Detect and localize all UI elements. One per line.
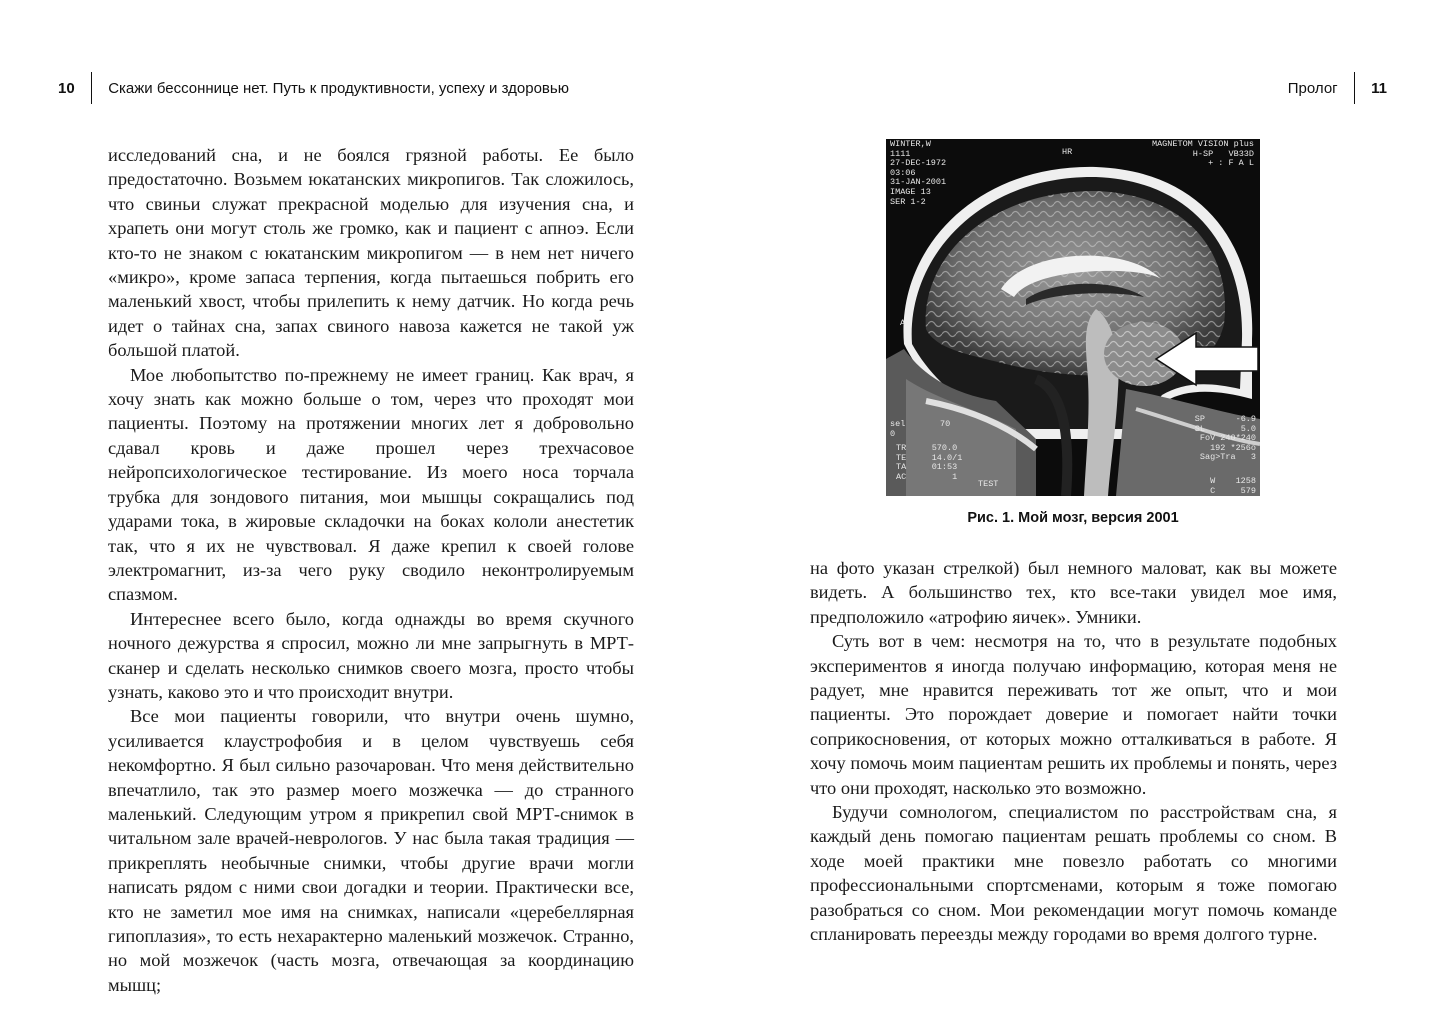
paragraph: Интереснее всего было, когда однажды во время скучного ночного дежурства я спросил, можно ли мне запрыгнуть в МРТ-сканер и сделать несколько снимков своего мозга, просто чтобы узнать, каково это и что происходит внутри. (108, 608, 634, 702)
right-page-number: 11 (1371, 79, 1387, 97)
mri-scan-image (886, 139, 1260, 496)
left-page (0, 0, 722, 1033)
scan-test-label: TEST (978, 479, 999, 489)
paragraph: Будучи сомнологом, специалистом по расстройствам сна, я каждый день помогаю пациентам решать проблемы со сном. В ходе моей практики мне повезло работать со многими профессиональными спортсменами, которым я тоже помогаю разобраться со сном. Мои рекомендации могут помочь команде спланировать переезды между городами во время долгого турне. (810, 802, 1337, 945)
header-divider (1354, 72, 1356, 104)
scan-patient-info: WINTER,W 1111 27-DEC-1972 03:06 31-JAN-2001 IMAGE 13 SER 1-2 (890, 139, 947, 207)
right-body-text (810, 556, 1337, 947)
chapter-title: Пролог (1287, 79, 1338, 97)
scan-sequence-params: TR 570.0 TE 14.0/1 TA 01:53 AC 1 (896, 443, 963, 482)
book-title: Скажи бессоннице нет. Путь к продуктивности, успеху и здоровью (108, 79, 569, 97)
right-page (722, 0, 1445, 1033)
scan-marker-a: A (900, 318, 906, 328)
scan-window-params: W 1258 C 579 (1210, 476, 1256, 496)
scan-device-info: MAGNETOM VISION plus H-SP VB33D + : F A L (1151, 139, 1254, 169)
scan-geometry-params: SP -6.9 SL 5.0 FoV 240*240 192 *256o Sag>Tra 3 (1194, 414, 1256, 463)
right-running-head (1288, 72, 1387, 104)
paragraph: Все мои пациенты говорили, что внутри очень шумно, усиливается клаустрофобия и в целом чувствуешь себя некомфортно. Я был сильно разочарован. Что меня действительно впечатлило, так это размер моего мозжечка — до странного маленький. Следующим утром я прикрепил свой МРТ-снимок в читальном зале врачей-неврологов. У нас была такая традиция — прикреплять необычные снимки, чтобы другие врачи могли написать рядом с ними свои догадки и теории. Практически все, кто не заметил мое имя на снимках, написали «церебеллярная гипоплазия», то есть нехарактерно маленький мозжечок. Странно, но мой мозжечок (часть мозга, отвечающая за координацию мышц; (108, 706, 634, 995)
paragraph: Мое любопытство по-прежнему не имеет границ. Как врач, я хочу знать как можно больше о том, через что проходят мои пациенты. Поэтому на протяжении многих лет я добровольно сдавал кровь и даже прошел через трехчасовое нейропсихологическое тестирование. Из моего носа торчала трубка для зондового питания, мои мышцы сокращались под ударами тока, в жировые складочки на боках кололи анестетик так, что я их не чувствовал. Я даже крепил к своей голове электромагнит, из-за чего руку сводило неконтролируемым спазмом. (108, 364, 634, 605)
header-divider (91, 72, 93, 104)
left-running-head (58, 72, 569, 104)
left-page-number: 10 (58, 79, 75, 97)
scan-slice-number: 70 (940, 419, 951, 429)
left-body-text (108, 143, 634, 997)
paragraph: исследований сна, и не боялся грязной работы. Ее было предостаточно. Возьмем юкатанских микропигов. Так сложилось, что свиньи служат прекрасной моделью для изучения сна, и храпеть они могут столь же громко, как и пациент с апноэ. Если кто-то не знаком с юкатанским микропигом — в нем нет ничего «микро», кроме запаса терпения, когда пытаешься побрить его маленький хвост, чтобы прилепить к нему датчик. Но когда речь идет о тайнах сна, запах свиного навоза кажется не такой уж большой платой. (108, 145, 634, 361)
paragraph: на фото указан стрелкой) был немного маловат, как вы можете видеть. А большинство тех, кто все-таки увидел мое имя, предположило «атрофию яичек». Умники. (810, 558, 1337, 627)
scan-sel-label: sel 0 (890, 419, 906, 439)
scan-hr-label: HR (1062, 147, 1073, 157)
figure-caption: Рис. 1. Мой мозг, версия 2001 (967, 510, 1179, 526)
paragraph: Суть вот в чем: несмотря на то, что в результате подобных экспериментов я иногда получаю информацию, которая меня не радует, мне нравится переживать тот же опыт, что и мои пациенты. Это порождает доверие и помогает найти точки соприкосновения, от которых можно отталкиваться в работе. Я хочу помочь моим пациентам решить их проблемы и понять, через что они проходят, насколько это возможно. (810, 631, 1337, 798)
